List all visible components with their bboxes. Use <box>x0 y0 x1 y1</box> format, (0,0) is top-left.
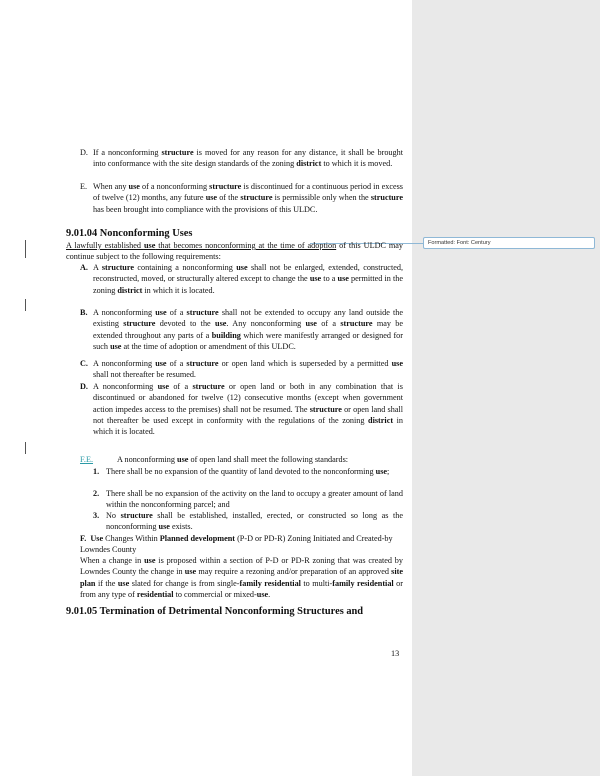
list-label: A. <box>80 263 88 272</box>
change-bar <box>25 240 26 258</box>
sub-item-1: There shall be no expansion of the quantity of land devoted to the nonconforming use; <box>106 467 390 476</box>
use-item-b: A nonconforming use of a structure shall not be extended to occupy any land outside the existing structure devoted to the use. Any nonconforming use of a structure may be extended throughout any parts of a building which were manifestly arranged or designed for such use at the time of adoption or amendment of this ULDC. <box>93 308 403 351</box>
sub-label: 2. <box>93 489 100 498</box>
change-bar <box>25 299 26 311</box>
list-label: D. <box>80 382 88 391</box>
use-item-f-title: F. Use Changes Within Planned development (P-D or PD-R) Zoning Initiated and Created-by Lowndes County <box>80 534 393 555</box>
sub-label: 1. <box>93 467 100 476</box>
use-item-e: A nonconforming use of open land shall meet the following standards: <box>117 455 349 464</box>
paragraph-e-discontinued: When any use of a nonconforming structure is discontinued for a continuous period in excess of twelve (12) months, any future use of the structure is permissible only when the structure has been brought into compliance with the provisions of this ULDC. <box>93 182 403 214</box>
list-label: D. <box>80 148 88 157</box>
list-label: B. <box>80 308 88 317</box>
page-number: 13 <box>391 649 400 658</box>
intro-paragraph: A lawfully established use that becomes nonconforming at the time of adoption of this ULDC may continue subject to the following requirements: <box>66 241 403 262</box>
sub-item-3: No structure shall be established, installed, erected, or constructed so long as the nonconforming use exists. <box>106 511 403 532</box>
sub-label: 3. <box>93 511 100 520</box>
sub-item-2: There shall be no expansion of the activity on the land to occupy a greater amount of land within the nonconforming parcel; and <box>106 489 403 510</box>
paragraph-d-moved: If a nonconforming structure is moved for any reason for any distance, it shall be brought into conformance with the site design standards of the zoning district to which it is moved. <box>93 148 403 169</box>
use-item-a: A structure containing a nonconforming use shall not be enlarged, extended, constructed, reconstructed, moved, or structurally altered except to change the use to a use permitted in the zoning district in which it is located. <box>93 263 403 295</box>
heading-nonconforming-uses: 9.01.04 Nonconforming Uses <box>66 228 193 239</box>
list-label-tracked-change: F.E. <box>80 455 94 464</box>
list-label: E. <box>80 182 88 191</box>
list-label: C. <box>80 359 88 368</box>
use-item-d: A nonconforming use of a structure or open land or both in any combination that is discontinued or abandoned for twelve (12) consecutive months (except when government action impedes access to the premises) shall not be resumed. The structure or open land shall not thereafter be used except in conformity with the regulations of the zoning district in which it is located. <box>93 382 404 437</box>
heading-termination: 9.01.05 Termination of Detrimental Nonconforming Structures and <box>66 606 364 617</box>
comment-margin-pane <box>412 0 600 776</box>
change-bar <box>25 442 26 454</box>
use-item-c: A nonconforming use of a structure or open land which is superseded by a permitted use shall not thereafter be resumed. <box>93 359 403 380</box>
use-item-f-text: When a change in use is proposed within a section of P-D or PD-R zoning that was created by Lowndes County the change in use may require a rezoning and/or preparation of an approved site plan if the use slated for change is from single-family residential to multi-family residential or from any type of residential to commercial or mixed-use. <box>80 556 403 599</box>
formatting-comment-balloon[interactable]: Formatted: Font: Century <box>423 237 595 249</box>
